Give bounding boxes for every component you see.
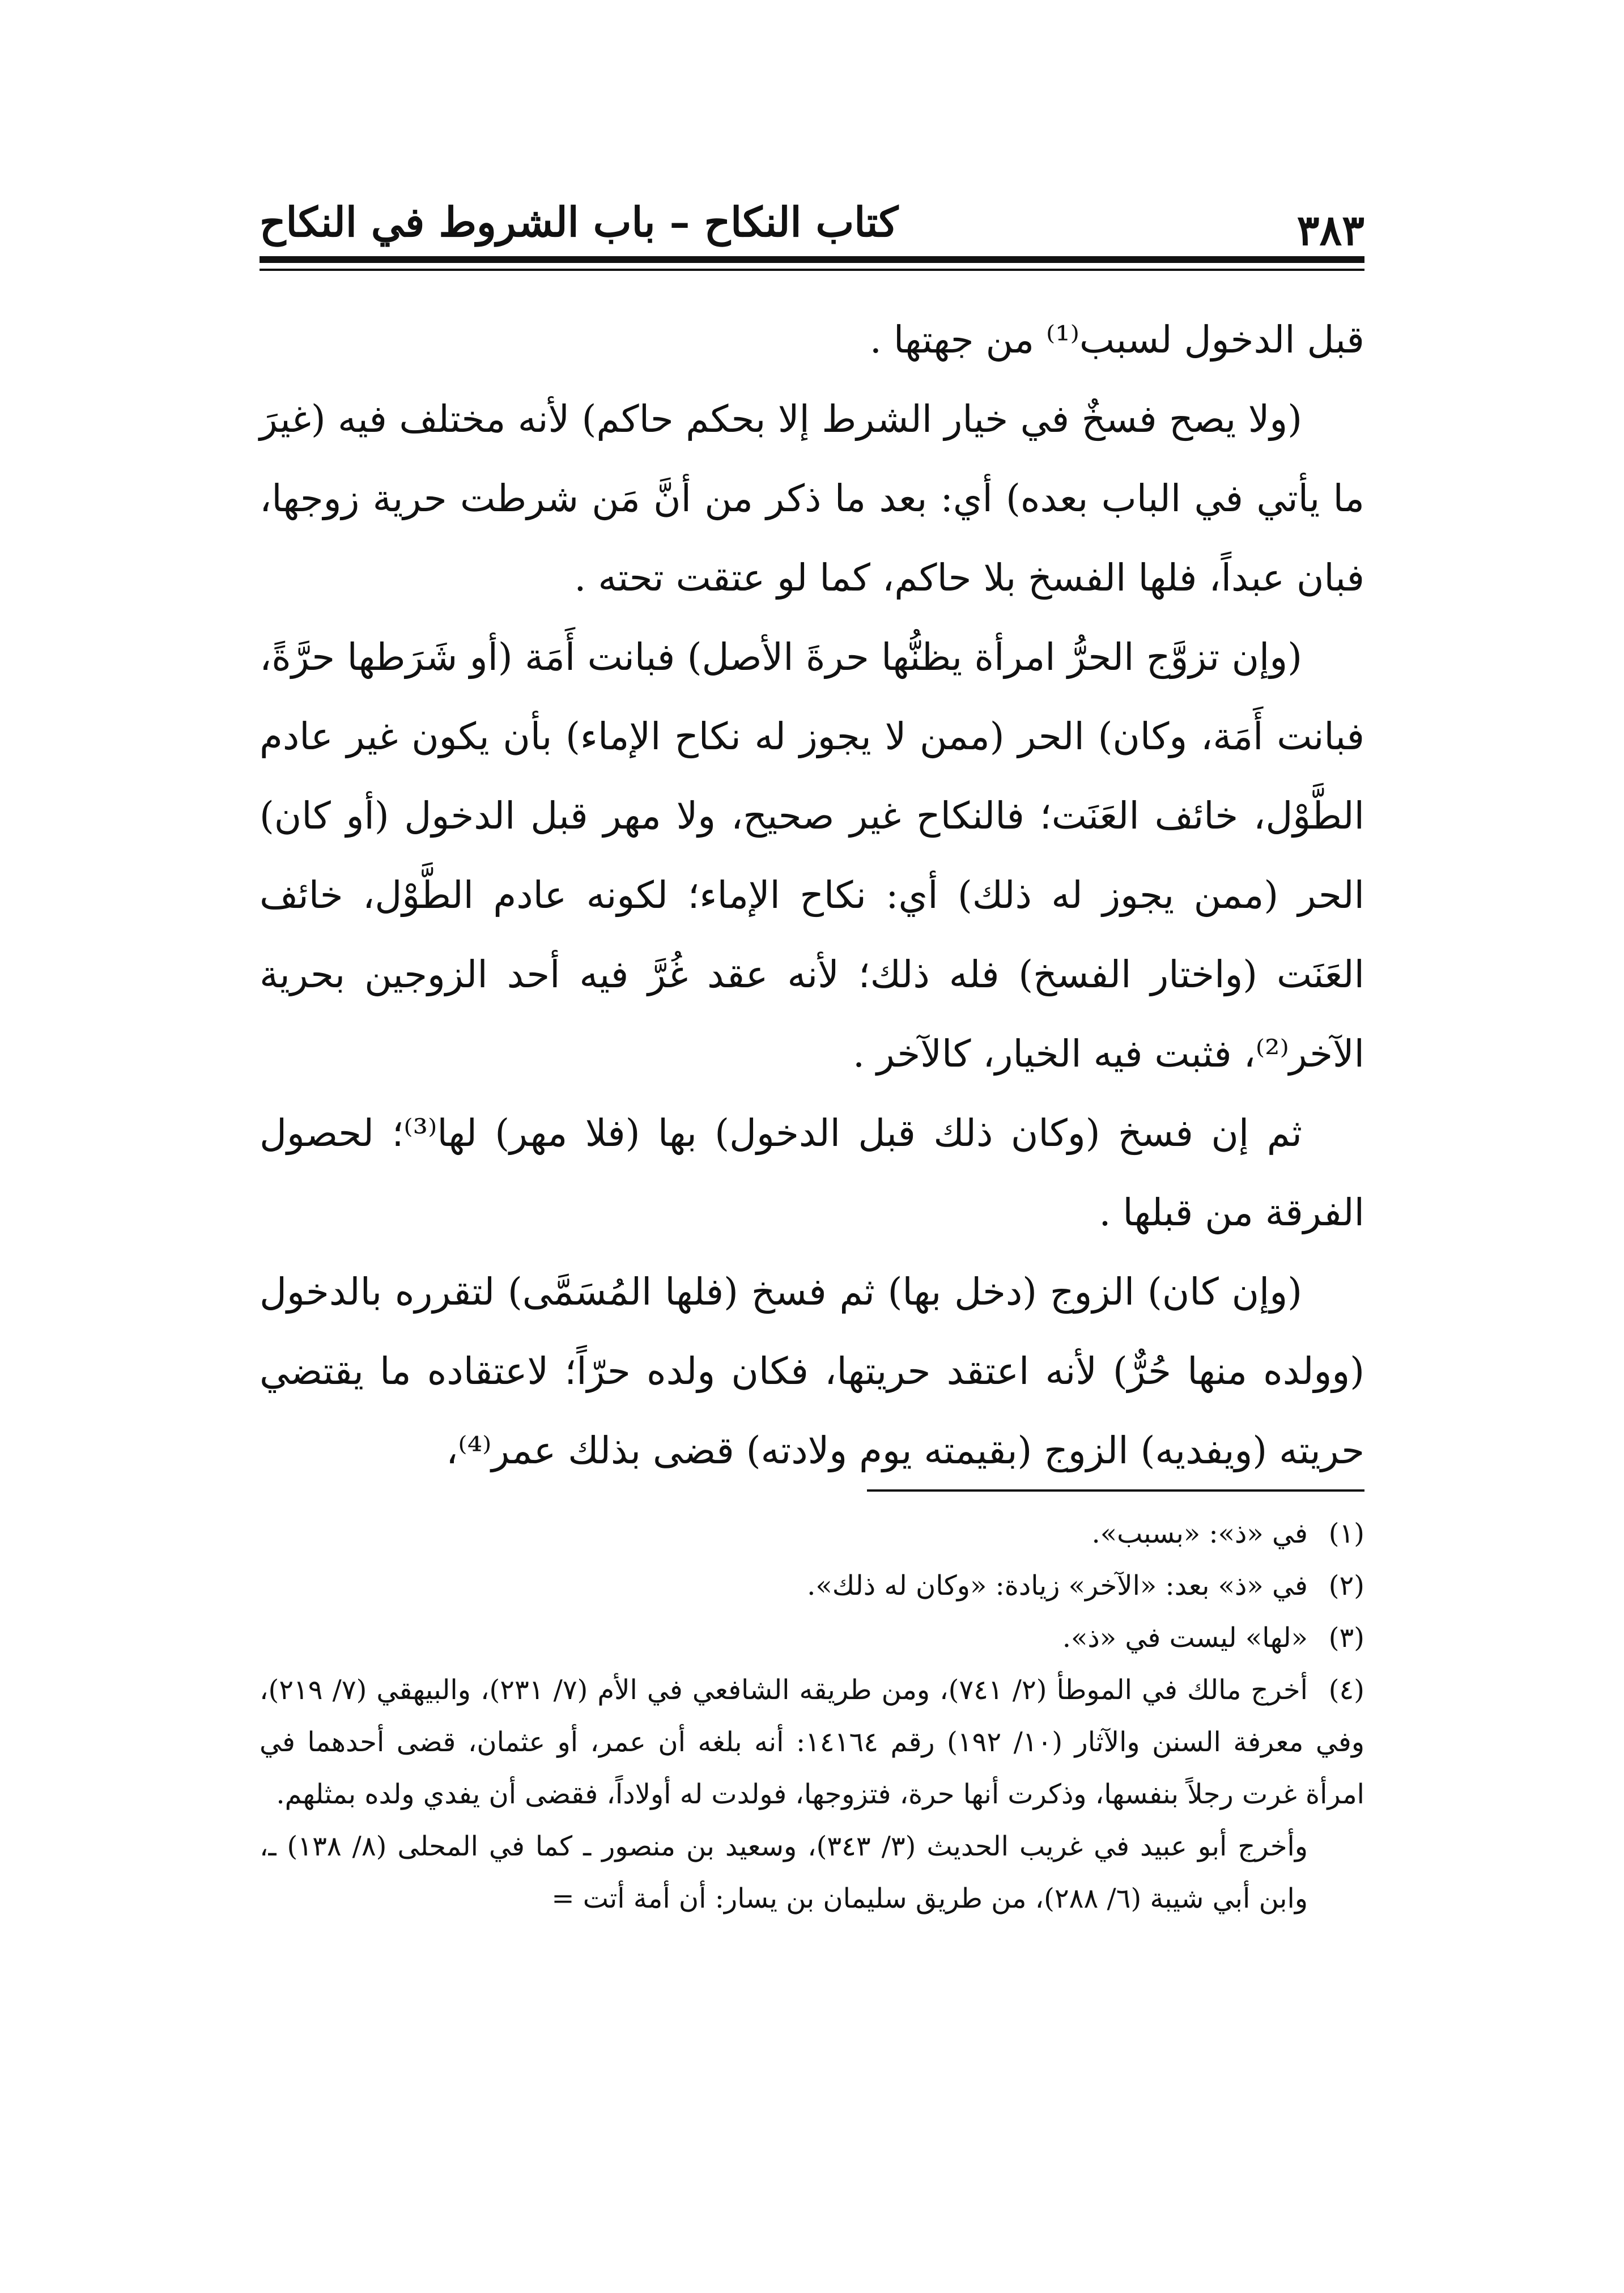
footnote-number: (٤) [1328, 1674, 1364, 1706]
footnote-number: (٢) [1328, 1570, 1364, 1602]
paragraph: (وإن كان) الزوج (دخل بها) ثم فسخ (فلها المُسَمَّى) لتقرره بالدخول (وولده منها حُرٌّ) لأنه اعتقد حريتها، فكان ولده حرّاً؛ لاعتقاده ما يقتضي حريته (ويفديه) الزوج (بقيمته يوم ولادته) قضى بذلك عمر⁽⁴⁾، [260, 1270, 1364, 1472]
footnote-text: «لها» ليست في «ذ». [1062, 1622, 1308, 1654]
footnote-separator [867, 1489, 1364, 1492]
footnote-continuation: وأخرج أبو عبيد في غريب الحديث (٣/ ٣٤٣)، وسعيد بن منصور ـ كما في المحلى (٨/ ١٣٨) ـ، وابن أبي شيبة (٦/ ٢٨٨)، من طريق سليمان بن يسار: أن أمة أتت = [260, 1831, 1308, 1914]
footnote [260, 1560, 1364, 1612]
running-title: كتاب النكاح – باب الشروط في النكاح [260, 198, 899, 246]
footnote-text: أخرج مالك في الموطأ (٢/ ٧٤١)، ومن طريقه الشافعي في الأم (٧/ ٢٣١)، والبيهقي (٧/ ٢١٩)، وفي معرفة السنن والآثار (١٠/ ١٩٢) رقم ١٤١٦٤: أنه بلغه أن عمر، أو عثمان، قضى أحدهما في امرأة غرت رجلاً بنفسها، وذكرت أنها حرة، فتزوجها، فولدت له أولاداً، فقضى أن يفدي ولده بمثلهم. [260, 1674, 1365, 1810]
footnote-text: في «ذ»: «بسبب». [1091, 1518, 1308, 1549]
paragraph: قبل الدخول لسبب⁽¹⁾ من جهتها . [869, 318, 1364, 362]
footnote [260, 1508, 1364, 1560]
footnote [260, 1664, 1364, 1820]
footnote-number: (١) [1328, 1518, 1364, 1549]
main-text [260, 300, 1364, 1491]
page-header [260, 187, 1364, 300]
footnote [260, 1612, 1364, 1664]
footnote-number: (٣) [1328, 1622, 1364, 1654]
paragraph: ثم إن فسخ (وكان ذلك قبل الدخول) بها (فلا مهر) لها⁽³⁾؛ لحصول الفرقة من قبلها . [260, 1111, 1364, 1234]
paragraph: (ولا يصح فسخٌ في خيار الشرط إلا بحكم حاكم) لأنه مختلف فيه (غيرَ ما يأتي في الباب بعده) أي: بعد ما ذكر من أنَّ مَن شرطت حرية زوجها، فبان عبداً، فلها الفسخ بلا حاكم، كما لو عتقت تحته . [260, 397, 1364, 600]
footnote-text: في «ذ» بعد: «الآخر» زيادة: «وكان له ذلك». [807, 1570, 1308, 1602]
header-rule-thin [260, 269, 1364, 271]
paragraph: (وإن تزوَّج الحرُّ امرأة يظنُّها حرةَ الأصل) فبانت أَمَة (أو شَرَطها حرَّةً، فبانت أَمَة، وكان) الحر (ممن لا يجوز له نكاح الإماء) بأن يكون غير عادم الطَّوْل، خائف العَنَت؛ فالنكاح غير صحيح، ولا مهر قبل الدخول (أو كان) الحر (ممن يجوز له ذلك) أي: نكاح الإماء؛ لكونه عادم الطَّوْل، خائف العَنَت (واختار الفسخ) فله ذلك؛ لأنه عقد غُرَّ فيه أحد الزوجين بحرية الآخر⁽²⁾، فثبت فيه الخيار، كالآخر . [260, 635, 1364, 1076]
footnotes [260, 1508, 1364, 1925]
page-number: ٣٨٣ [1296, 206, 1364, 255]
header-rule-thick [260, 256, 1364, 263]
